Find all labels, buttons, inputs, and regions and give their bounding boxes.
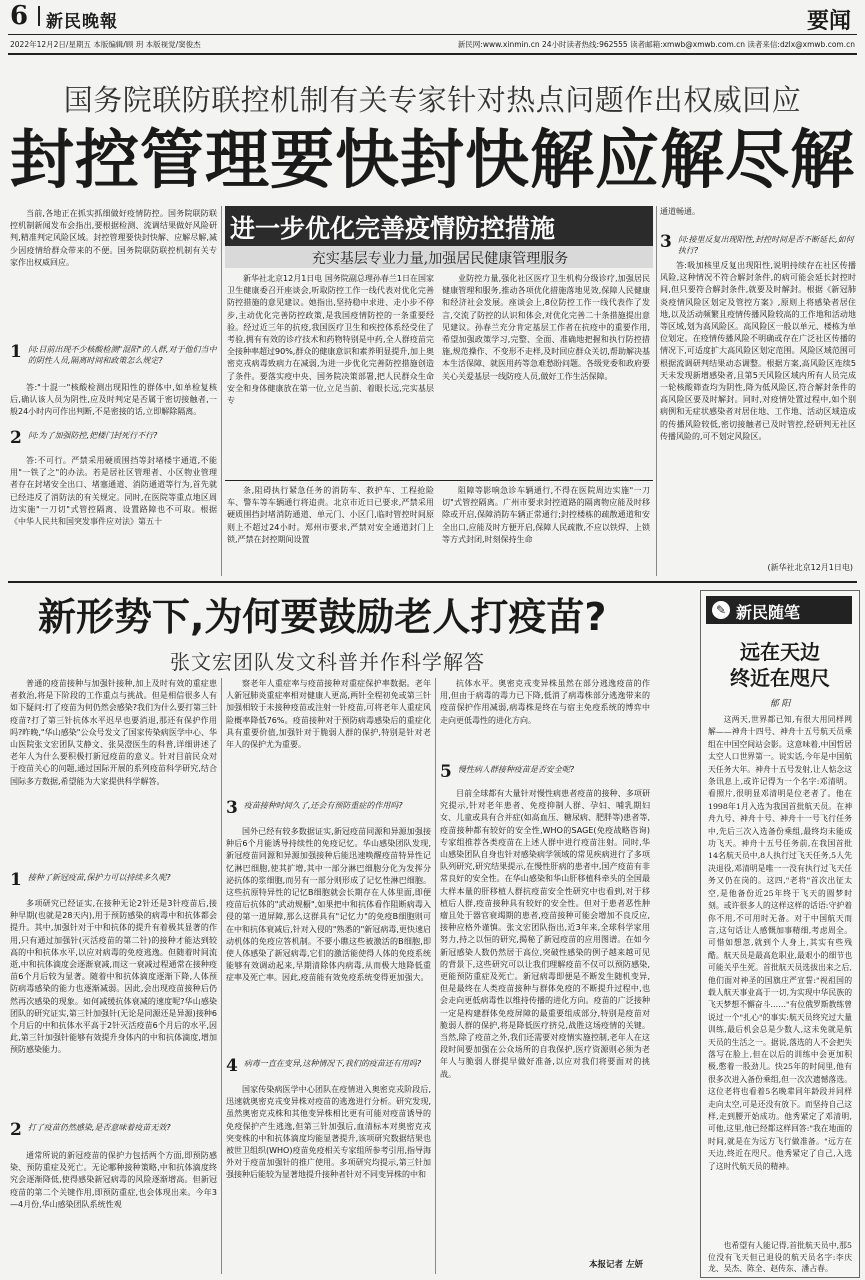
lead-headline: 封控管理要快封快解应解尽解 <box>10 124 855 198</box>
second-col2-answer-3 <box>226 826 431 1052</box>
contact-line: 新民网:www.xinmin.cn 24小时读者热线:962555 读者邮箱:xmwb@xmwb.com.cn 读者来信:dzlx@xmwb.com.cn <box>457 40 855 49</box>
column-text: 普通的疫苗接种与加强针接种,加上及时有效的重症患者救治,将是下阶段的工作重点与挑战。但是相信很多人有如下疑问:打了疫苗为何仍然会感染?我们为什么要打第三针疫苗?打了第三针抗体水平迟早也要消退,那还有保护作用吗?昨晚,"华山感染"公众号发文了国家传染病医学中心、华山医院张文宏团队艾静文、张昊澄医生的科普,详细讲述了老年人为什么要积极打新冠疫苗的意义。针对目前民众对于疫苗关心的问题,通过国际开展的系列疫苗科学研究,结合国际多方数据,希望能为大家提供科学解答。 <box>10 679 217 786</box>
second-col1-answer-2 <box>10 1150 217 1274</box>
column-body <box>708 714 852 1238</box>
column-text: 察老年人重症率与疫苗接种对重症保护率数据。老年人新冠肺炎重症率相对健康人更高,两针全程初免或第三针加强相较于未接种疫苗或注射一针疫苗,可将老年人重症风险概率降低76%。疫苗接种对于预防病毒感染后的重症化具有重要价值,加强针对于脆弱人群的保护,特别是针对老年人的保护尤为重要。 <box>226 679 431 750</box>
question-text: 问:接里反复出现阳性,封控时间是否不断延长,如何执行? <box>677 235 854 255</box>
question-text: 病毒一直在变异,这种情况下,我们的疫苗还有用吗? <box>243 1059 422 1068</box>
answer-text: 国外已经有较多数据证实,新冠疫苗同源和异源加强接种后6个月能诱导持续性的免疫记忆。华山感染团队发现,新冠疫苗同源和异源加强接种后能迅速唤醒疫苗特异性记忆淋巴细胞,使其扩增,其中一部分淋巴细胞分化为发挥分泌抗体的浆细胞,而另有一部分则形成了记忆性淋巴细胞。这些抗原特异性的记忆B细胞就会长期存在人体里面,即便疫苗后抗体的"武动规橱",如果把中和抗体看作阻断病毒入侵的第一道屏障,那么这群具有"记忆力"的免疫B细胞则可在中和抗体衰减后,针对入侵的"熟悉的"新冠病毒,更快速启动机体的免疫应答机制。不要小瞧这些被激活的B细胞,即使人体感染了新冠病毒,它们的激活能使得人体的免疫系统能够有效调动起来,早期清除体内病毒,从而极大地降低重症率及死亡率。因此,疫苗能有效免疫系统变得更加强大。 <box>226 827 431 983</box>
column-title-line-1: 远在天边 <box>740 640 820 664</box>
date-line: 2022年12月2日/星期五 本版编辑/顾 玥 本版视觉/窦俊杰 <box>10 40 201 49</box>
column-text: 通道畅通。 <box>660 207 700 216</box>
box-column-2 <box>442 273 650 479</box>
section-divider <box>8 581 857 583</box>
box-column-text: 业防控力量,强化社区医疗卫生机构分级诊疗,加强居民健康管理和服务,推动各项优化措施落地见效,保障人民健康和经济社会发展。座谈会上,8位防控工作一线代表作了发言,交流了防控的认识和体会,对优化完善二十条措施提出意见建议。孙春兰充分肯定基层工作者在抗疫中的重要作用,希望加强政策学习,完整、全面、准确地把握和执行防控措施,规范操作、不变形不走样,及时回应群众关切,帮助解决基本生活保障、就医用药等急难愁盼问题。各级党委和政府要关心关爱基层一线防疫人员,做好工作生活保障。 <box>442 274 650 381</box>
answer-text: 答:"十混一"核酸检测出现阳性的群体中,如单检复核后,确认该人员为阴性,应及时判定是否属于密切接触者,一般24小时内可作出判断,不是密接的话,立即解除隔离。 <box>10 383 217 417</box>
second-headline: 新形势下,为何要鼓励老人打疫苗? <box>38 595 607 639</box>
box-title: 进一步优化完善疫情防控措施 <box>230 214 556 243</box>
question-text: 接种了新冠疫苗,保护力可以持续多久呢? <box>27 873 171 882</box>
question-number: 3 <box>226 798 238 818</box>
column-title-line-2: 终近在咫尺 <box>730 666 830 690</box>
second-question-4 <box>226 1058 431 1075</box>
second-col2-answer-4 <box>226 1084 431 1274</box>
second-question-3 <box>226 800 431 817</box>
masthead-rule-top <box>8 34 857 35</box>
box-column-text: 新华社北京12月1日电 国务院副总理孙春兰1日在国家卫生健康委召开座谈会,听取防控工作一线代表对优化完善防控措施的意见建议。她指出,坚持稳中求进、走小步不停步,主动优化完善防控政策,是我国疫情防控的一条重要经验。经过近三年的抗疫,我国医疗卫生和疾控体系经受住了考验,拥有有效的诊疗技术和药物特别是中药,全人群疫苗完全接种率超过90%,群众的健康意识和素养明显提升,加上奥密克戎病毒致病力在减弱,为进一步优化完善防控措施创造了条件。要落实疫中央、国务院决策部署,把人民群众生命安全和身体健康放在第一位,立足当前、着眼长远,完实基层专 <box>227 274 434 406</box>
answer-text: 多项研究已经证实,在接种无论2针还是3针疫苗后,接种早期(也就是28天内),用于预防感染的病毒中和抗体都会提升。其中,加强针对于中和抗体的提升有着极其显著的作用,只有通过加强针(灭活疫苗的第二针)的接种才能达到较高的中和抗体水平,以应对病毒的免疫逃逸。但随着时间流逝,中和抗体滴度会逐渐衰减,而这一衰减过程通常在接种疫苗6个月后较为显著。随着中和抗体滴度逐渐下降,人体预防病毒感染的能力也逐渐减弱。因此,会出现疫苗接种后仍然再次感染的现象。如何减缓抗体衰减的速度呢?华山感染团队的研究证实,第三针加强针(无论是同源还是异源)接种6个月后的中和抗体水平高于2针灭活疫苗6个月后的水平,因此,第三针加强针能够有效提升身体内的中和抗体滴度,增加预防感染能力。 <box>10 899 217 1055</box>
lead-intro <box>10 208 217 310</box>
answer-text: 通常所说的新冠疫苗的保护力包括两个方面,即预防感染、预防重症及死亡。无论哪种接种策略,中和抗体滴度终究会逐渐降低,使得感染新冠病毒的风险逐渐增高。但新冠疫苗的第二个关键作用,即预防重症,也会体现出来。今年3—4月份,华山感染团队系统性观 <box>10 1151 217 1209</box>
lead-mid-column-bottom <box>227 485 434 577</box>
answer-text: 答:不可行。严禁采用硬质围挡等封堵楼宇通道,不能用"一铁了之"的办法。若是居社区管理者、小区物业管理者存在封堵安全出口、堵塞通道、消防通道等行为,首先就已经违反了消防法的有关规定。同时,在医院等重点地区周边实施"一刀切"式管控隔离、设置路障也不可取。根据《中华人民共和国突发事件应对法》第五十 <box>10 456 217 527</box>
question-number: 1 <box>10 870 22 890</box>
second-subhead: 张文宏团队发文科普并作科学解答 <box>170 650 485 674</box>
second-byline: 本报记者 左妍 <box>589 1260 643 1270</box>
answer-text: 答:吸加核里反复出现阳性,说明持续存在社区传播风险,这种情况不符合解封条件,的病可能会延长封控时间,但只要符合解封条件,就要及时解封。根据《新冠肺炎疫情风险区划定及管控方案》,原则上将感染者居住地,以及活动频繁且疫情传播风险较高的工作地和活动地等区域,划为高风险区。高风险区一般以单元、楼栋为单位划定。在疫情传播风险不明确或存在广泛社区传播的情况下,可适度扩大高风险区划定范围。风险区域范围可根据流调研判结果动态调整。根据方案,高风险区连续5天未发现新增感染者,且第5天风险区域内所有人员完成一轮核酸筛查均为阴性,降为低风险区,符合解封条件的高风险区要及时解封。同时,对疫情处置过程中,如个别病例和无症状感染者对居住地、工作地、活动区域造成的传播风险较低,密切接触者已及时管控,经研判无社区传播风险的,可不划定风险区。 <box>660 261 856 441</box>
lead-question-3 <box>660 234 856 256</box>
lead-question-1 <box>10 344 217 366</box>
column-text: 阻障等影响急诊车辆通行,不得在医院周边实施"一刀切"式管控隔离。广州市要求封控道路的隔离物应能及时移除或开启,保障消防车辆正常通行;封控楼栋的疏散通道和安全出口,应能及时方便开启,保障人民疏散,不应以铁焊、上锁等方式封闭,时刻保持生命 <box>442 486 650 544</box>
column-text: 抗体水平。奥密克戎变异株虽然在部分逃逸疫苗的作用,但由于病毒的毒力已下降,低消了病毒株部分逃逸带来的疫苗保护作用减弱,病毒株是终在与宿主免疫系统的博弈中走向更低毒性的进化方向。 <box>440 679 650 725</box>
question-number: 5 <box>440 762 452 782</box>
lead-right-top <box>660 206 856 220</box>
second-col3-top <box>440 678 650 740</box>
question-text: 慢性病人群接种疫苗是否安全呢? <box>457 765 575 774</box>
question-text: 问:目前出现不少核酸检测"混阳"的人群,对于他们当中的阴性人员,隔离时间和政策怎么规定? <box>27 345 217 365</box>
second-col2-top <box>226 678 431 788</box>
second-question-2 <box>10 1122 217 1139</box>
question-text: 问:为了加强防控,把楼门封死行不行? <box>27 431 158 440</box>
question-text: 打了疫苗仍然感染,是否意味着疫苗无效? <box>27 1123 171 1132</box>
answer-text: 国家传染病医学中心团队在疫情进入奥密克戎阶段后,迅速就奥密克戎变异株对疫苗的逃逸进行分析。研究发现,虽然奥密克戎株和其他变异株相比更有可能对疫苗诱导的免疫保护产生逃逸,但第三针加强后,血清标本对奥密克戎突变株的中和抗体滴度均能显著提升,该项研究数据结果也被世卫组织(WHO)疫苗免疫相关专家组所参考引用,指导海外对于疫苗加强针的推广使用。多项研究均提示,第三针加强接种后能较为显著地提升接种者针对不同变异株的中和 <box>226 1085 431 1180</box>
question-number: 1 <box>10 342 22 362</box>
column-divider <box>435 678 436 1274</box>
second-col1-intro <box>10 678 217 862</box>
paper-name: 新民晚報 <box>46 12 118 32</box>
lead-answer-3 <box>660 260 856 558</box>
question-text: 疫苗接种时间久了,还会有预防重症的作用吗? <box>243 801 403 810</box>
column-banner: 新民随笔 <box>736 603 801 622</box>
section-label: 要闻 <box>806 8 851 34</box>
column-author: 郁 阳 <box>769 699 791 709</box>
second-question-5 <box>440 764 650 781</box>
lead-question-2 <box>10 430 217 447</box>
question-number: 2 <box>10 1120 22 1140</box>
box-subtitle: 充实基层专业力量,加强居民健康管理服务 <box>311 251 569 267</box>
second-question-1 <box>10 872 217 889</box>
second-col3-answer-5 <box>440 788 650 1248</box>
column-body-text: 这两天,世界都已知,有很大用同样网解——神舟十四号、神舟十五号航天员乘组在中国空间站会影。这意味着,中国哲居太空人口世界第一。说实话,今年是中国航天任务大年。神舟十五号发射,让人惦念这条讯息上,或许记得为一个名字:邓清明。看照片,很明显邓清明是位老者了。他在1998年1月入选为我国首批航天员。在神舟九号、神舟十号、神舟十一号飞行任务中,先后三次入选备份乘组,最终均未能成功飞天。神舟十五号任务前,在我国首批14名航天员中,8人执行过飞天任务,5人先决退役,邓清明是唯一一没有执行过飞天任务又仍在岗的。这四,"老将"首次出征太空,是他备份近25年终于飞天的圆梦时刻。或许很多人的这样这样的话语:守护着你不用,不可用时无备。对于中国航天而言,这句话让人感慨加事精细,考虑周全。可惜如想忽,就到个人身上,其实有些残酷。航天员是最高危职业,最艰小的细节也可能关乎生死。首批航天员选拔出来之后,他们面对神圣的国旗庄严宣誓:"视祖国的载人航天事业高于一切,为实现中华民族的飞天梦想不懈奋斗……"有位俄罗斯教练曾说过一个"扎心"的事实:航天员终究过大量训练,最后机会总是少数人,这未免就是航天员的生活之一。据说,落选的人不会把失落写在脸上,但在以后的训练中会更加积极,憋着一股劲儿。快25年的时间里,他有很多次进入备份乘组,但一次次遗憾落选。这位老将也看着5名晚辈同年龄段并同样走向太空,可是还没有放下。而坚持自己这样,走到腰开始成功。他秀紧定了邓清明,可他,这里,他已经都这样回答:"我在地面的时间,就是在为远方飞行做准备。"远方在天边,终近在咫尺。他秀紧定了自己,入选了这时代航天员的精神。 <box>708 715 852 1171</box>
page-number-divider <box>38 6 40 26</box>
question-number: 4 <box>226 1056 238 1076</box>
column-end <box>708 1240 852 1274</box>
page-number: 6 <box>10 1 29 31</box>
question-number: 2 <box>10 428 22 448</box>
column-text: 条,阻碍执行紧急任务的消防车、救护车、工程抢险车、警车等车辆通行将追责。北京市近日已要求,严禁采用硬质围挡封堵消防通道、单元门、小区门,临时管控时间原则上不超过24小时。郑州市要求,严禁对安全通道封门上锁,严禁在封控期间设置 <box>227 486 434 544</box>
masthead-rule-bottom <box>8 53 857 55</box>
column-divider <box>221 206 222 576</box>
pen-icon: ✎ <box>712 601 730 619</box>
answer-text: 目前全球都有大量针对慢性病患者疫苗的接种、多项研究提示,针对老年患者、免疫抑制人群、孕妇、哺乳期妇女、儿童或具有合并症(如高血压、糖尿病、肥胖等)患者等,疫苗接种都有较好的安全性,WHO的SAGE(免疫战略咨询)专家组推荐各类疫苗在上述人群中进行疫苗注射。同时,华山感染团队自身也针对感染病学领域的常见疾病进行了多项队列研究,研究结果提示,在慢性肝病的患者中,国产疫苗有非常良好的安全性。在华山感染和华山肝移植科牵头的全国最大样本量的肝移植人群抗疫苗安全性研究中也看到,对于移植后人群,疫苗接种具有较好的安全性。但对于患者恶性肿瘤且处于器官衰竭期的患者,疫苗接种可能会增加不良反应,接种应格外谨慎。张文宏团队指出,近3年来,全球科学家用努力,持之以恒的研究,揭秘了新冠疫苗的应用图谱。在如今新冠感染人数仍然居于高位,突破性感染的例子越来越可见的背景下,这些研究可以让我们理解疫苗不仅可以预防感染,更能预防重症及死亡。新冠病毒即便是不断发生随机变异,但是最终在人类疫苗接种与群体免疫的不断提升过程中,也会走向更低病毒性以维持传播的进化方向。疫苗的广泛接种一定是构建群体免疫屏障的最重要组成部分,特别是疫苗对脆弱人群的保护,将是降低医疗挤兑,战胜这场疫情的关键。当然,除了疫苗之外,我们还需要对疫情实施控制,老年人在这段时间要加强在公众场所的自我保护,医疗资源则必须为老年人与脆弱人群提早做好准备,以应对我们将要面对的挑战。 <box>440 789 650 1079</box>
box-column-1 <box>227 273 434 479</box>
lead-intro-text: 当前,各地正在抓实抓细做好疫情防控。国务院联防联控机制新闻发布会指出,要根据检测、流调结果做好风险研判,精准判定风险区域。封控管理要快封快解、应解尽解,减少因疫情给群众带来的不便。国务院联防联控机制有关专家作出权威回应。 <box>10 209 217 267</box>
column-divider <box>656 206 657 576</box>
column-divider <box>221 678 222 1274</box>
column-end-text: 也希望有人能记得,首批航天员中,那5位没有飞天但已退役的航天员名字:李庆龙、吴杰、陈全、赵传东、潘占春。 <box>708 1241 852 1273</box>
lead-answer-2 <box>10 455 217 573</box>
second-col1-answer-1 <box>10 898 217 1112</box>
lead-answer-1 <box>10 382 217 432</box>
box-bottom-rule <box>225 480 653 481</box>
question-number: 3 <box>660 232 672 252</box>
lead-byline: (新华社北京12月1日电) <box>767 563 853 572</box>
lead-right-column-bottom <box>442 485 650 577</box>
lead-kicker: 国务院联防联控机制有关专家针对热点问题作出权威回应 <box>63 83 802 117</box>
